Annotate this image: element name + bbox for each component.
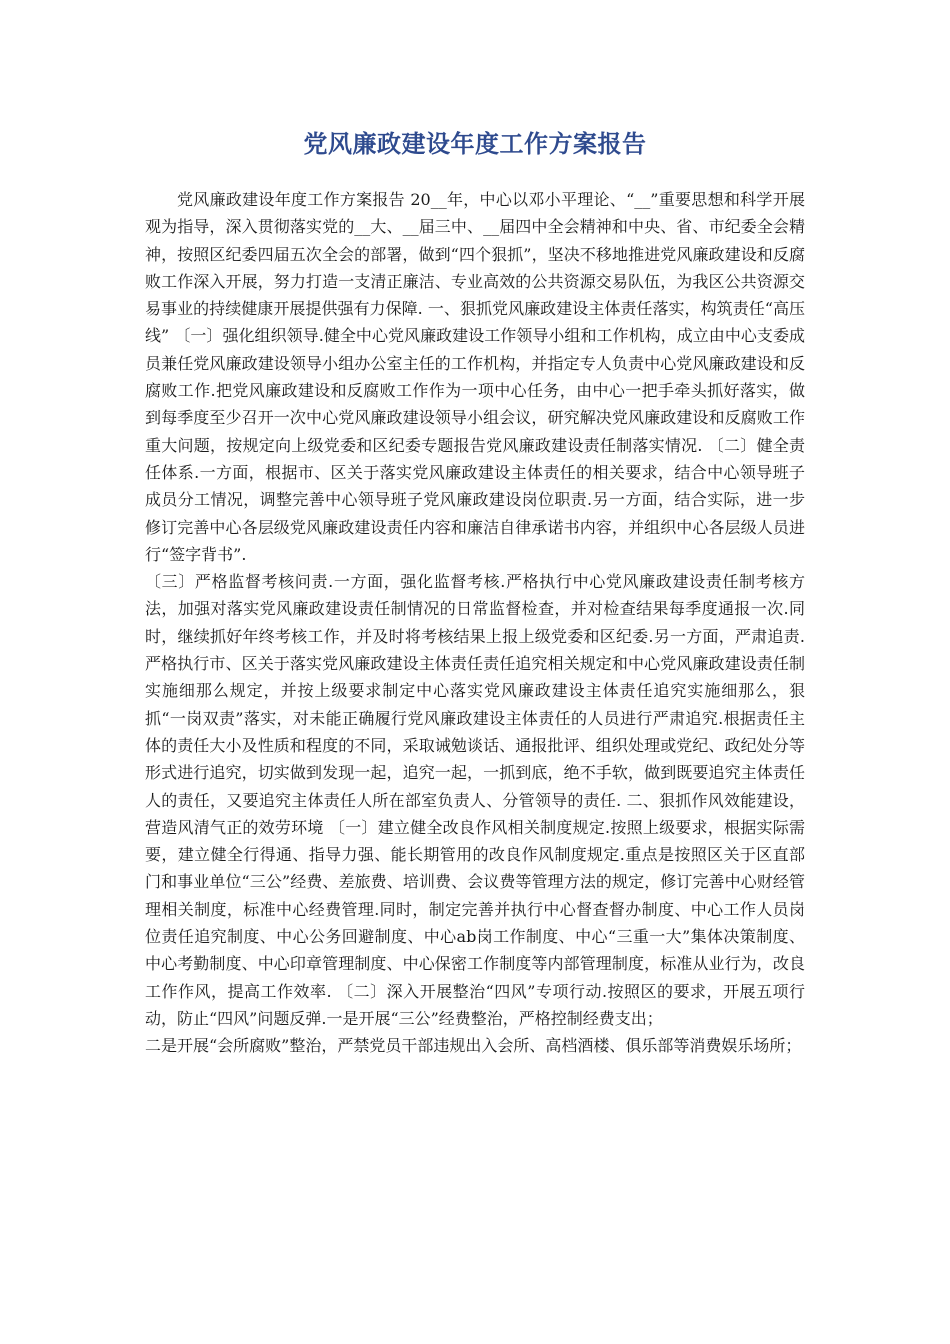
document-title: 党风廉政建设年度工作方案报告 (303, 130, 647, 158)
document-page (145, 128, 805, 1060)
body-paragraph-1: 党风廉政建设年度工作方案报告 20__年，中心以邓小平理论、“__”重要思想和科学开展观为指导，深入贯彻落实党的__大、__届三中、__届四中全会精神和中央、省、市纪委全会精神，按照区纪委四届五次全会的部署，做到“四个狠抓”，坚决不移地推进党风廉政建设和反腐败工作深入开展，努力打造一支清正廉洁、专业高效的公共资源交易队伍，为我区公共资源交易事业的持续健康开展提供强有力保障. 一、狠抓党风廉政建设主体责任落实，构筑责任“高压线” 〔一〕强化组织领导.健全中心党风廉政建设工作领导小组和工作机构，成立由中心支委成员兼任党风廉政建设领导小组办公室主任的工作机构，并指定专人负责中心党风廉政建设和反腐败工作.把党风廉政建设和反腐败工作作为一项中心任务，由中心一把手牵头抓好落实，做到每季度至少召开一次中心党风廉政建设领导小组会议，研究解决党风廉政建设和反腐败工作重大问题，按规定向上级党委和区纪委专题报告党风廉政建设责任制落实情况. 〔二〕健全责任体系.一方面，根据市、区关于落实党风廉政建设主体责任的相关要求，结合中心领导班子成员分工情况，调整完善中心领导班子党风廉政建设岗位职责.另一方面，结合实际，进一步修订完善中心各层级党风廉政建设责任内容和廉洁自律承诺书内容，并组织中心各层级人员进行“签字背书”. (145, 190, 805, 564)
body-paragraph-3: 二是开展“会所腐败”整治，严禁党员干部违规出入会所、高档酒楼、俱乐部等消费娱乐场所； (145, 1036, 802, 1056)
body-paragraph-2: 〔三〕严格监督考核问责.一方面，强化监督考核.严格执行中心党风廉政建设责任制考核方法，加强对落实党风廉政建设责任制情况的日常监督检查，并对检查结果每季度通报一次.同时，继续抓好年终考核工作，并及时将考核结果上报上级党委和区纪委.另一方面，严肃追责.严格执行市、区关于落实党风廉政建设主体责任责任追究相关规定和中心党风廉政建设责任制实施细那么规定，并按上级要求制定中心落实党风廉政建设主体责任追究实施细那么，狠抓“一岗双责”落实，对未能正确履行党风廉政建设主体责任的人员进行严肃追究.根据责任主体的责任大小及性质和程度的不同，采取诫勉谈话、通报批评、组织处理或党纪、政纪处分等形式进行追究，切实做到发现一起，追究一起，一抓到底，绝不手软，做到既要追究主体责任人的责任，又要追究主体责任人所在部室负责人、分管领导的责任. 二、狠抓作风效能建设，营造风清气正的效劳环境 〔一〕建立健全改良作风相关制度规定.按照上级要求，根据实际需要，建立健全行得通、指导力强、能长期管用的改良作风制度规定.重点是按照区关于区直部门和事业单位“三公”经费、差旅费、培训费、会议费等管理方法的规定，修订完善中心财经管理相关制度，标准中心经费管理.同时，制定完善并执行中心督查督办制度、中心工作人员岗位责任追究制度、中心公务回避制度、中心ab岗工作制度、中心“三重一大”集体决策制度、中心考勤制度、中心印章管理制度、中心保密工作制度等内部管理制度，标准从业行为，改良工作作风，提高工作效率. 〔二〕深入开展整治“四风”专项行动.按照区的要求，开展五项行动，防止“四风”问题反弹.一是开展“三公”经费整治，严格控制经费支出； (145, 572, 805, 1028)
